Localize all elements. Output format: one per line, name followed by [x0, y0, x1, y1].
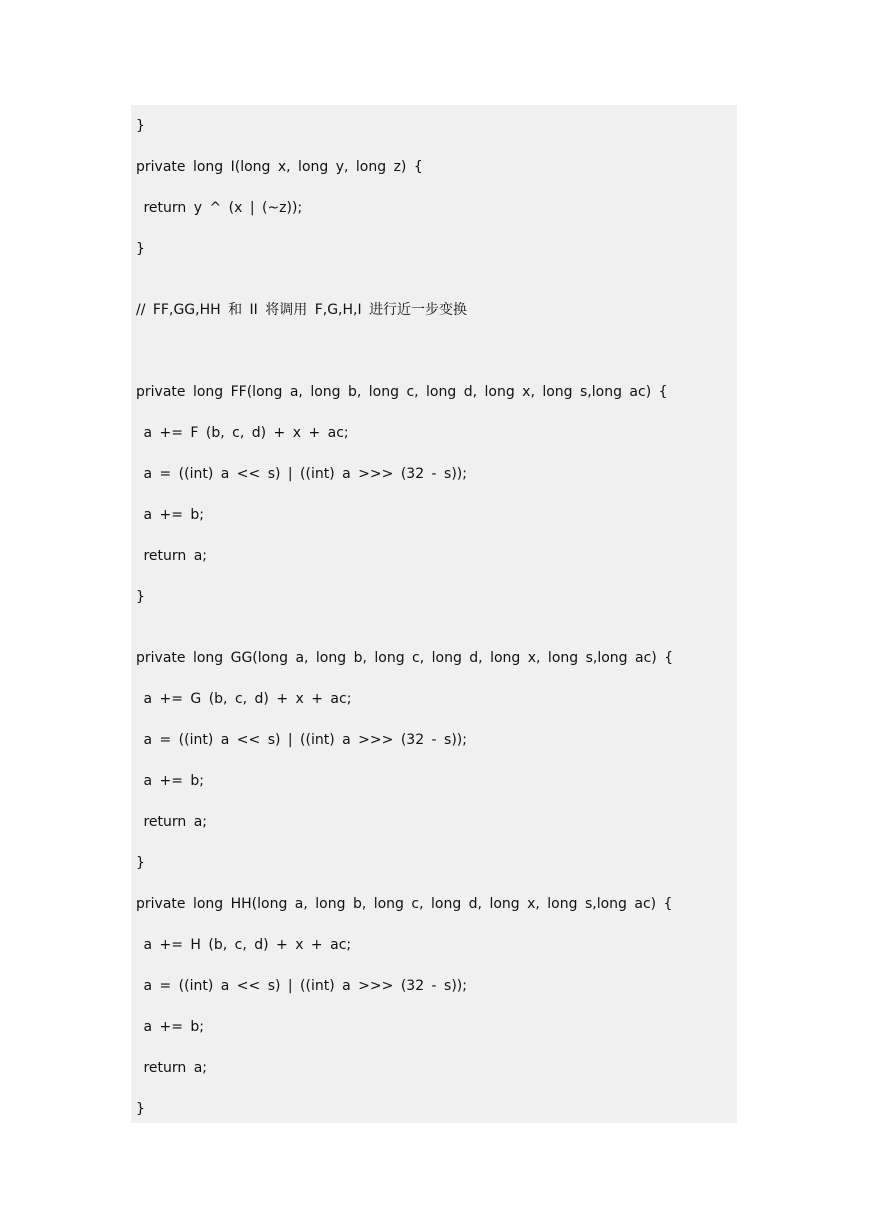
- code-line-ff-return: return a;: [136, 548, 208, 564]
- code-line-method-hh-signature: private long HH(long a, long b, long c, long d, long x, long s,long ac) {: [136, 896, 673, 912]
- code-line-closing-brace: }: [136, 241, 145, 257]
- code-line-gg-rotate: a = ((int) a << s) | ((int) a >>> (32 - s));: [136, 732, 467, 748]
- code-line-closing-brace: }: [136, 1101, 145, 1117]
- code-line-ff-rotate: a = ((int) a << s) | ((int) a >>> (32 - s));: [136, 466, 467, 482]
- code-line-gg-return: return a;: [136, 814, 208, 830]
- code-line-hh-add-b: a += b;: [136, 1019, 204, 1035]
- code-block: [131, 105, 737, 1123]
- code-line-method-ff-signature: private long FF(long a, long b, long c, long d, long x, long s,long ac) {: [136, 384, 668, 400]
- code-line-method-i-signature: private long I(long x, long y, long z) {: [136, 159, 423, 175]
- code-line-method-gg-signature: private long GG(long a, long b, long c, long d, long x, long s,long ac) {: [136, 650, 674, 666]
- code-line-closing-brace: }: [136, 118, 145, 134]
- code-line-hh-return: return a;: [136, 1060, 208, 1076]
- code-line-ff-add: a += F (b, c, d) + x + ac;: [136, 425, 349, 441]
- code-line-comment: // FF,GG,HH 和 II 将调用 F,G,H,I 进行近一步变换: [136, 302, 468, 318]
- code-line-ff-add-b: a += b;: [136, 507, 204, 523]
- code-line-closing-brace: }: [136, 589, 145, 605]
- code-line-gg-add: a += G (b, c, d) + x + ac;: [136, 691, 352, 707]
- code-line-closing-brace: }: [136, 855, 145, 871]
- code-line-hh-rotate: a = ((int) a << s) | ((int) a >>> (32 - s));: [136, 978, 467, 994]
- code-line-gg-add-b: a += b;: [136, 773, 204, 789]
- code-line-method-i-return: return y ^ (x | (~z));: [136, 200, 303, 216]
- code-line-hh-add: a += H (b, c, d) + x + ac;: [136, 937, 352, 953]
